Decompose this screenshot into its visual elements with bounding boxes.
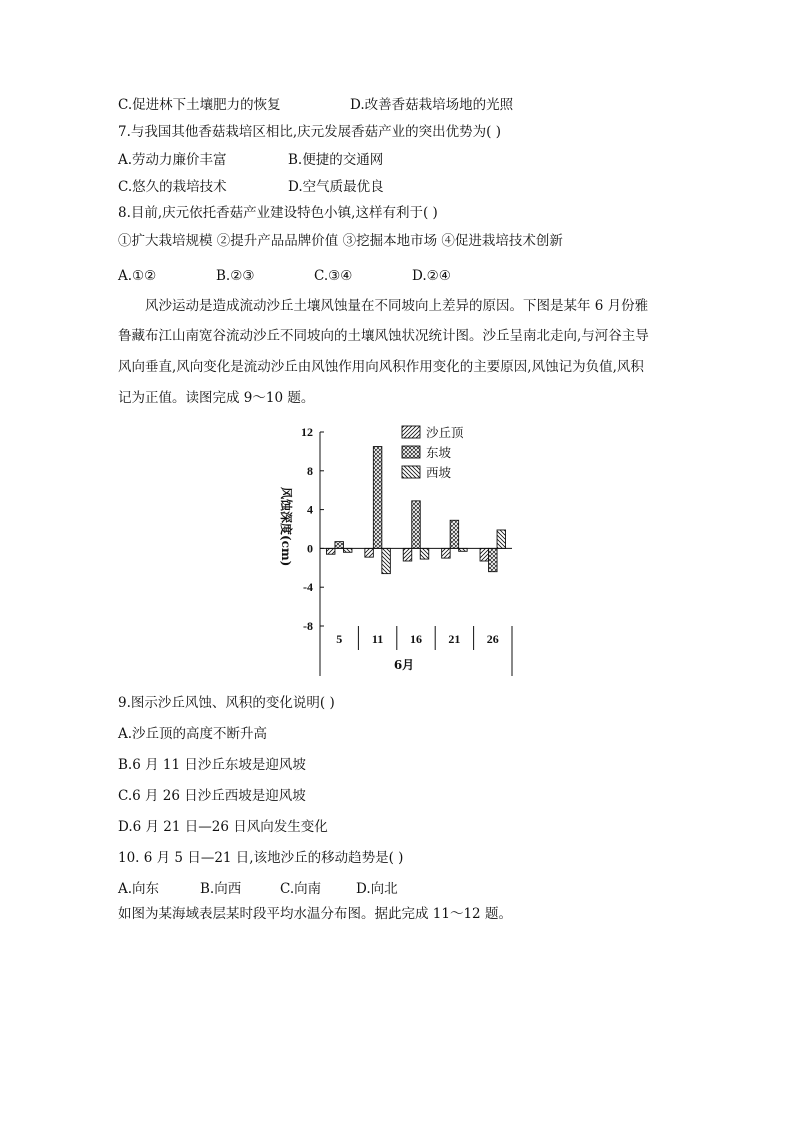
legend-label: 东坡 xyxy=(426,445,452,460)
legend-swatch-diagonal-reverse xyxy=(402,466,420,478)
y-axis-label: 风蚀深度(cm) xyxy=(279,487,293,567)
bar-crosshatch-11 xyxy=(373,447,382,549)
bar-diagonal-5 xyxy=(326,548,335,554)
legend-label: 西坡 xyxy=(426,465,452,480)
q6-option-c: C.促进林下土壤肥力的恢复 xyxy=(118,97,281,113)
q8-option-a: A.①② xyxy=(118,268,157,284)
wind-erosion-chart xyxy=(270,420,530,682)
y-tick-label: 8 xyxy=(307,463,313,478)
q7-option-c: C.悠久的栽培技术 xyxy=(118,179,227,195)
q8-stem: 8.目前,庆元依托香菇产业建设特色小镇,这样有利于( ) xyxy=(118,205,438,221)
q10-option-a: A.向东 xyxy=(118,881,160,897)
q8-option-c: C.③④ xyxy=(314,268,353,284)
q10-option-d: D.向北 xyxy=(356,881,398,897)
x-tick-label: 26 xyxy=(486,632,499,646)
x-tick-label: 11 xyxy=(371,632,384,646)
x-group-label: 6月 xyxy=(393,658,415,672)
q9-option-d: D.6 月 21 日—26 日风向发生变化 xyxy=(118,819,328,835)
bar-crosshatch-5 xyxy=(335,542,344,549)
q6-option-d: D.改善香菇栽培场地的光照 xyxy=(350,97,514,113)
q9-stem: 9.图示沙丘风蚀、风积的变化说明( ) xyxy=(118,695,335,711)
wind-erosion-chart-svg xyxy=(270,420,530,682)
y-tick-label: 4 xyxy=(307,502,313,517)
x-tick-label: 5 xyxy=(336,632,343,646)
bar-diagonal-reverse-5 xyxy=(343,548,352,552)
chart-axes xyxy=(279,425,512,676)
q7-option-d: D.空气质最优良 xyxy=(288,179,384,195)
y-tick-label: -4 xyxy=(303,580,313,595)
q10-option-b: B.向西 xyxy=(200,881,242,897)
q10-stem: 10. 6 月 5 日—21 日,该地沙丘的移动趋势是( ) xyxy=(118,850,404,866)
bar-diagonal-reverse-11 xyxy=(382,548,391,573)
bar-diagonal-reverse-21 xyxy=(459,548,468,551)
q8-option-d: D.②④ xyxy=(412,268,451,284)
q7-option-a: A.劳动力廉价丰富 xyxy=(118,152,227,168)
q9-option-b: B.6 月 11 日沙丘东坡是迎风坡 xyxy=(118,757,306,773)
bar-diagonal-16 xyxy=(403,548,412,561)
q8-option-b: B.②③ xyxy=(216,268,255,284)
bar-crosshatch-16 xyxy=(412,501,421,549)
passage-line-1: 风沙运动是造成流动沙丘土壤风蚀量在不同坡向上差异的原因。下图是某年 6 月份雅 xyxy=(145,298,649,314)
bar-diagonal-reverse-26 xyxy=(497,530,506,548)
q9-option-a: A.沙丘顶的高度不断升高 xyxy=(118,726,268,742)
chart-legend xyxy=(402,425,464,480)
y-tick-label: -8 xyxy=(303,619,313,633)
x-tick-label: 16 xyxy=(410,632,422,646)
q7-stem: 7.与我国其他香菇栽培区相比,庆元发展香菇产业的突出优势为( ) xyxy=(118,124,501,140)
q7-option-b: B.便捷的交通网 xyxy=(288,152,384,168)
passage-line-4: 记为正值。读图完成 9～10 题。 xyxy=(118,390,315,406)
legend-swatch-crosshatch xyxy=(402,446,420,458)
bar-crosshatch-26 xyxy=(489,548,498,571)
q9-option-c: C.6 月 26 日沙丘西坡是迎风坡 xyxy=(118,788,306,804)
y-tick-label: 0 xyxy=(307,541,313,556)
next-section-intro: 如图为某海域表层某时段平均水温分布图。据此完成 11～12 题。 xyxy=(118,906,512,922)
y-tick-label: 12 xyxy=(301,425,313,439)
legend-label: 沙丘顶 xyxy=(426,425,464,440)
bar-diagonal-reverse-16 xyxy=(420,548,429,559)
passage-line-2: 鲁藏布江山南宽谷流动沙丘不同坡向的土壤风蚀状况统计图。沙丘呈南北走向,与河谷主导 xyxy=(118,328,649,344)
q10-option-c: C.向南 xyxy=(280,881,322,897)
bar-diagonal-21 xyxy=(442,548,451,558)
legend-swatch-diagonal xyxy=(402,426,420,438)
bar-diagonal-26 xyxy=(480,548,489,561)
x-tick-label: 21 xyxy=(448,632,461,646)
q8-items: ①扩大栽培规模 ②提升产品品牌价值 ③挖掘本地市场 ④促进栽培技术创新 xyxy=(118,233,563,249)
bar-diagonal-11 xyxy=(365,548,374,557)
bar-crosshatch-21 xyxy=(450,520,459,548)
passage-line-3: 风向垂直,风向变化是流动沙丘由风蚀作用向风积作用变化的主要原因,风蚀记为负值,风积 xyxy=(118,359,644,375)
